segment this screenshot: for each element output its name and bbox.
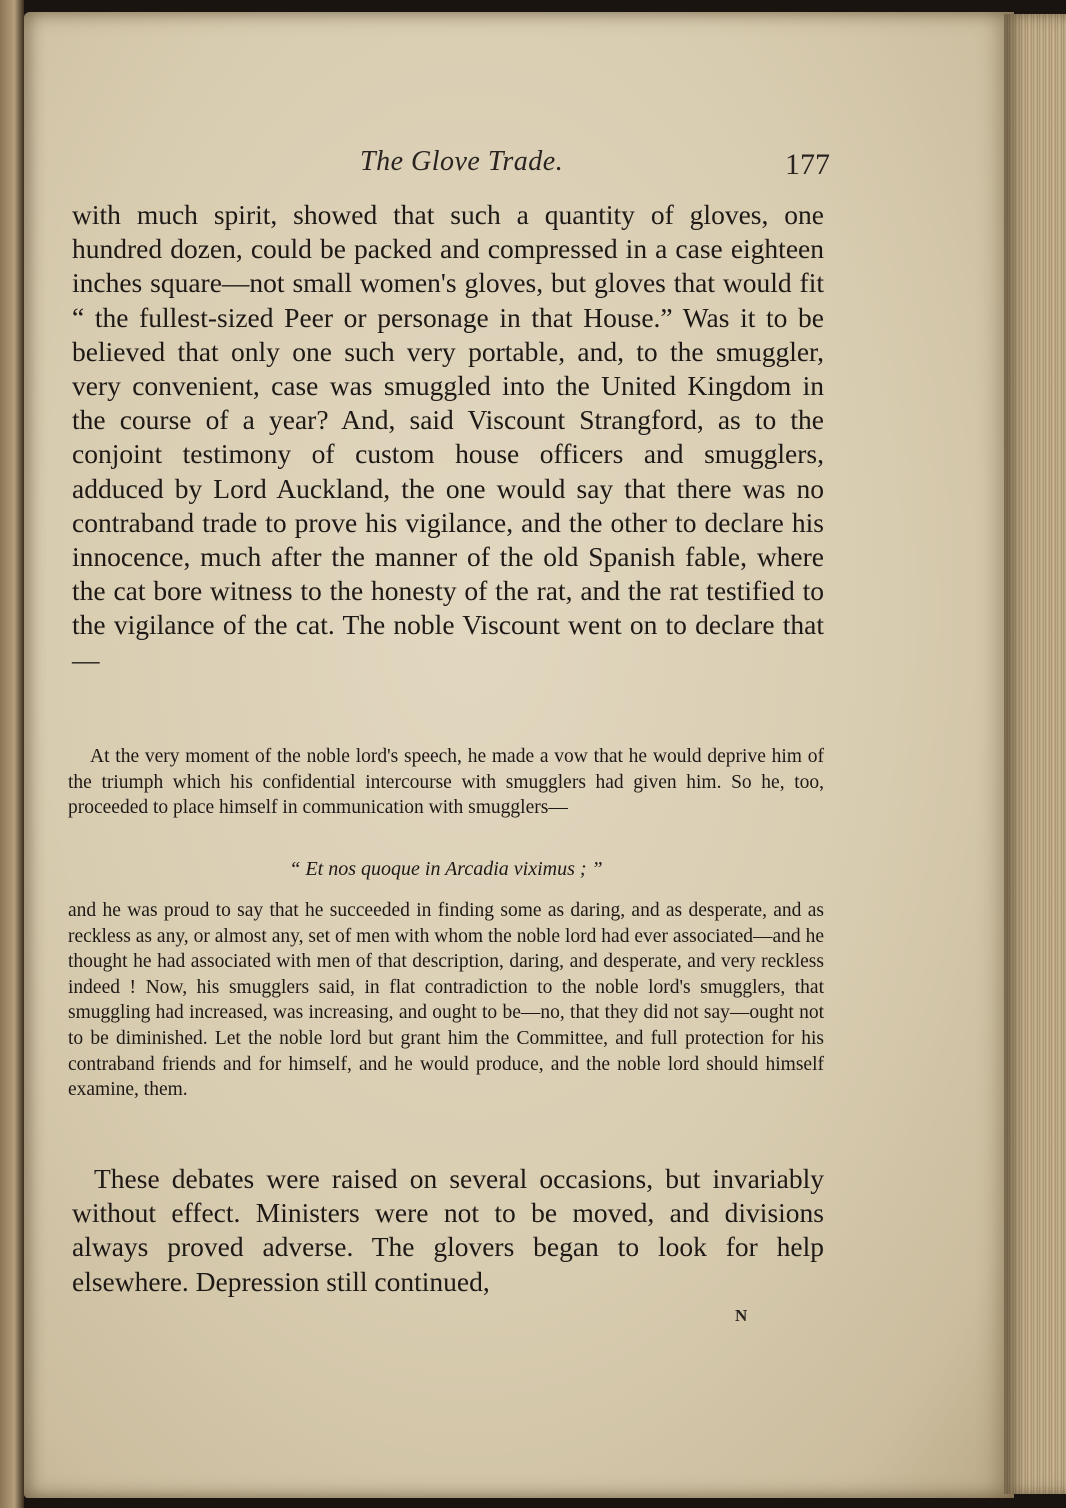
latin-quotation: “ Et nos quoque in Arcadia viximus ; ” [289,858,603,880]
page-header [70,142,830,182]
page-stack-edges [1004,14,1066,1494]
block-quote-1: At the very moment of the noble lord's speech, he made a vow that he would deprive him of the triumph which his confidential intercourse with smugglers had given him. So he, too, proceeded to place himself in communication with smugglers— [68,746,824,819]
body-paragraph-2: These debates were raised on several occasions, but invariably without effect. Ministers were not to be moved, and divisions always proved adverse. The glovers began to look for help elsewhere. Depression still continued, [72,1163,824,1297]
block-quote-2: and he was proud to say that he succeeded in finding some as daring, and as desperate, and as reckless as any, or almost any, set of men with whom the noble lord had ever associated—and he thought he had associated with men of that description, daring, and desperate, and very reckless indeed ! Now, his smugglers said, in flat contradiction to the noble lord's smugglers, that smuggling had increased, was increasing, and ought to be—no, that they did not say—ought not to be diminished. Let the noble lord but grant him the Committee, and full protection for his contraband friends and for himself, and he would produce, and the noble lord should himself examine, them. [68,900,824,1101]
running-title: The Glove Trade. [360,146,564,177]
previous-page-edge [0,0,24,1508]
signature-mark: N [735,1306,748,1325]
page-number: 177 [785,148,830,181]
body-paragraph-1: with much spirit, showed that such a quantity of gloves, one hundred dozen, could be packed and compressed in a case eighteen inches square—not small women's gloves, but gloves that would fit “ the fullest-sized Peer or personage in that House.” Was it to be believed that only one such very portable, and, to the smuggler, very convenient, case was smuggled into the United Kingdom in the course of a year? And, said Viscount Strangford, as to the conjoint testimony of custom house officers and smugglers, adduced by Lord Auckland, the one would say that there was no contraband trade to prove his vigilance, and the other to declare his innocence, much after the manner of the old Spanish fable, where the cat bore witness to the honesty of the rat, and the rat testified to the vigilance of the cat. The noble Viscount went on to declare that— [72,199,824,675]
